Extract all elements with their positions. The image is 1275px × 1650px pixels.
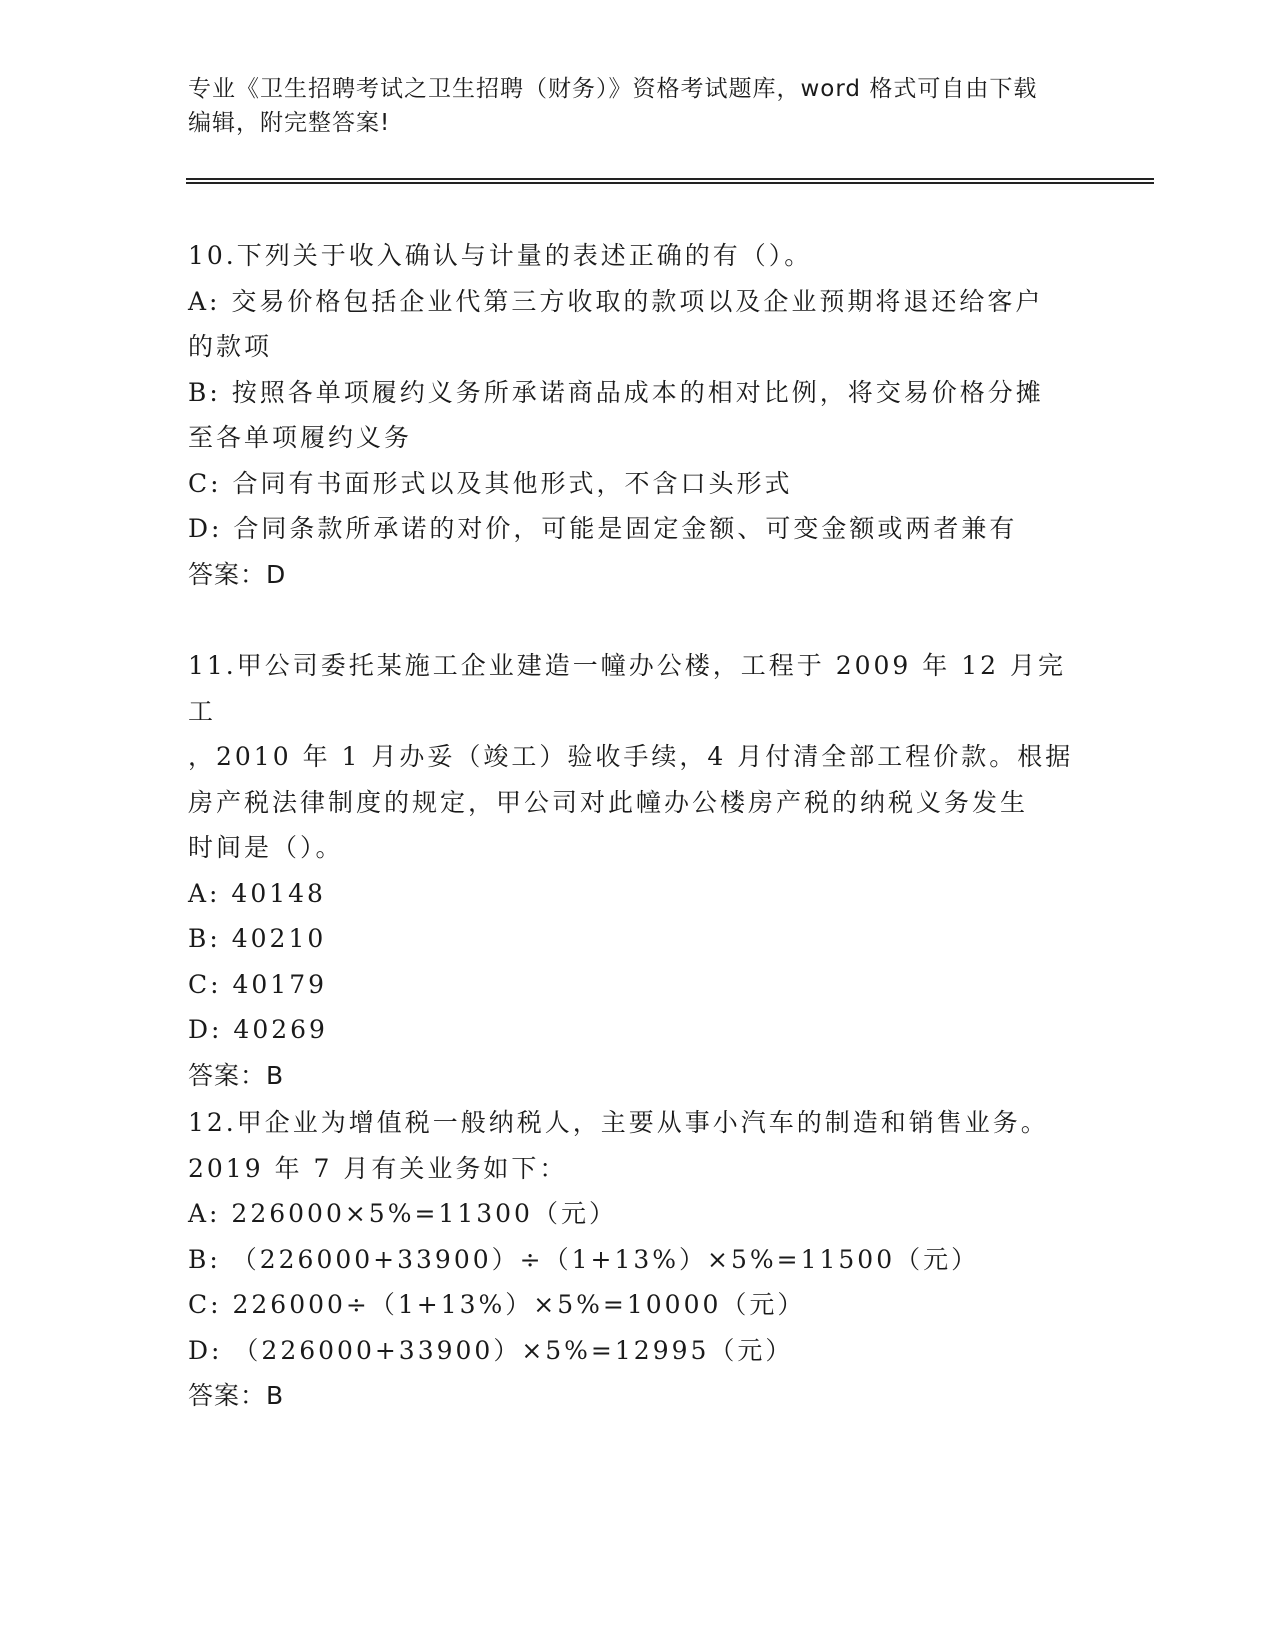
question-stem: 时间是（）。 — [188, 833, 344, 862]
question-stem: 房产税法律制度的规定，甲公司对此幢办公楼房产税的纳税义务发生 — [188, 787, 1029, 817]
question-12 — [188, 1100, 1088, 1419]
option-d: D: 40269 — [188, 1015, 328, 1044]
answer-label: 答案：B — [188, 1060, 285, 1090]
option-d: D: 合同条款所承诺的对价，可能是固定金额、可变金额或两者兼有 — [188, 514, 1018, 543]
option-c: C: 40179 — [188, 969, 328, 999]
question-11 — [188, 643, 1088, 1098]
document-header — [188, 72, 1088, 140]
option-b: B: 按照各单项履约义务所承诺商品成本的相对比例，将交易价格分摊 — [188, 377, 1044, 407]
question-stem: ，2010 年 1 月办妥（竣工）验收手续，4 月付清全部工程价款。根据 — [188, 742, 1074, 771]
question-stem: 2019 年 7 月有关业务如下： — [188, 1153, 568, 1183]
option-c: C: 合同有书面形式以及其他形式，不含口头形式 — [188, 468, 793, 498]
option-b: B: 40210 — [188, 924, 327, 953]
answer-label: 答案：D — [188, 559, 287, 589]
header-line: 编辑，附完整答案! — [188, 110, 391, 136]
header-line: 专业《卫生招聘考试之卫生招聘（财务）》资格考试题库，word 格式可自由下载 — [188, 76, 1038, 102]
question-stem: 12.甲企业为增值税一般纳税人，主要从事小汽车的制造和销售业务。 — [188, 1108, 1049, 1137]
option-c: C: 226000÷（1+13%）×5%=10000（元） — [188, 1290, 806, 1319]
question-10 — [188, 233, 1088, 597]
option-a: A: 226000×5%=11300（元） — [188, 1199, 617, 1228]
question-stem: 11.甲公司委托某施工企业建造一幢办公楼，工程于 2009 年 12 月完工 — [188, 651, 1066, 726]
answer-label: 答案：B — [188, 1381, 285, 1410]
option-b-continued: 至各单项履约义务 — [188, 423, 413, 452]
option-d: D: （226000+33900）×5%=12995（元） — [188, 1335, 794, 1365]
option-a: A: 交易价格包括企业代第三方收取的款项以及企业预期将退还给客户 — [188, 286, 1044, 316]
question-stem: 10.下列关于收入确认与计量的表述正确的有（）。 — [188, 241, 813, 270]
option-a: A: 40148 — [188, 878, 326, 908]
option-b: B: （226000+33900）÷（1+13%）×5%=11500（元） — [188, 1244, 980, 1274]
option-a-continued: 的款项 — [188, 332, 273, 361]
header-divider — [186, 178, 1154, 184]
